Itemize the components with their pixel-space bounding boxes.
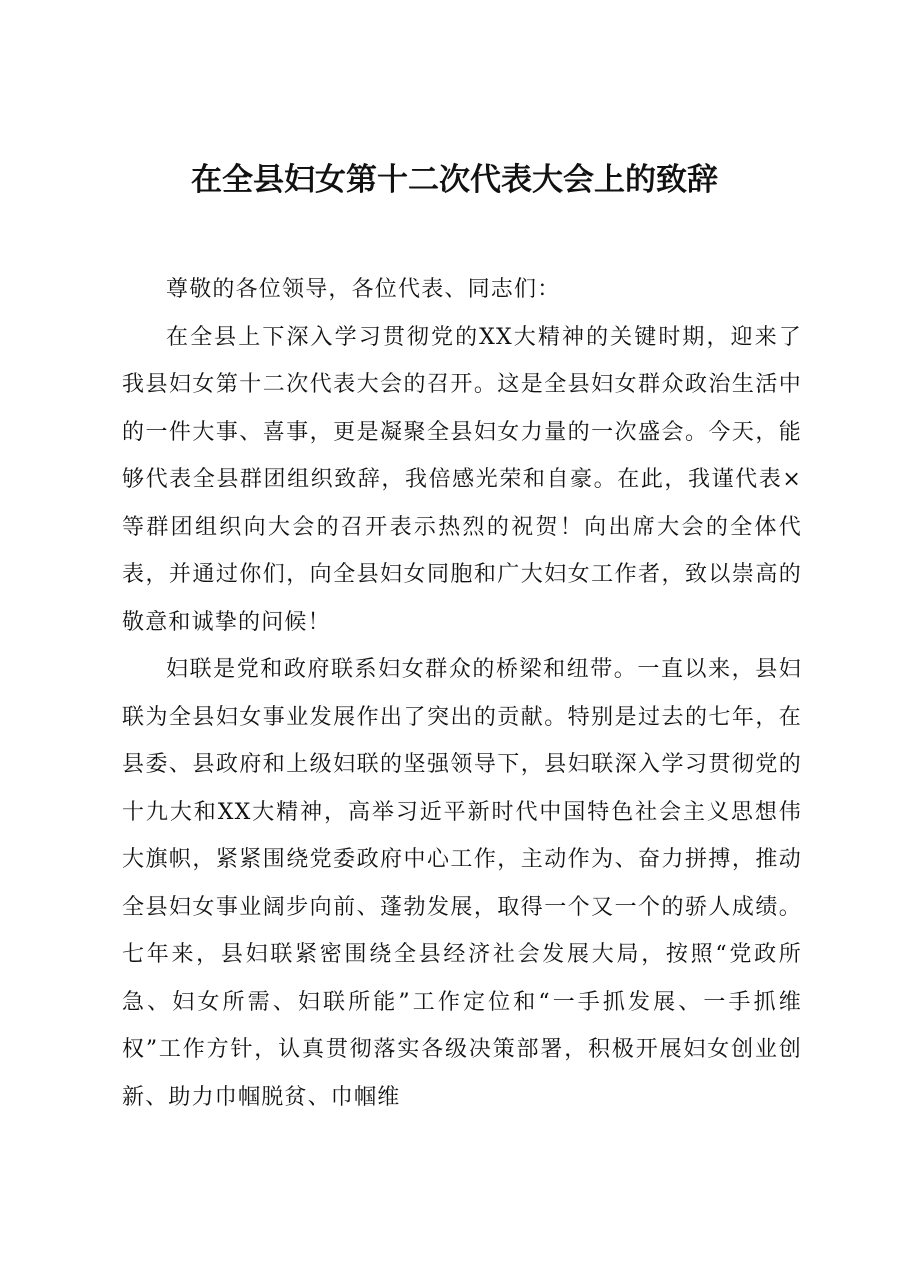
salutation-paragraph: 尊敬的各位领导，各位代表、同志们： (166, 277, 561, 302)
document-body (122, 266, 802, 1121)
document-title: 在全县妇女第十二次代表大会上的致辞 (191, 162, 718, 198)
body-paragraph-2: 妇联是党和政府联系妇女群众的桥梁和纽带。一直以来，县妇联为全县妇女事业发展作出了突出的贡献。特别是过去的七年，在县委、县政府和上级妇联的坚强领导下，县妇联深入学习贯彻党的十九大和XX大精神，高举习近平新时代中国特色社会主义思想伟大旗帜，紧紧围绕党委政府中心工作，主动作为、奋力拼搏，推动全县妇女事业阔步向前、蓬勃发展，取得一个又一个的骄人成绩。七年来，县妇联紧密围绕全县经济社会发展大局，按照“党政所急、妇女所需、妇联所能”工作定位和“一手抓发展、一手抓维权”工作方针，认真贯彻落实各级决策部署，积极开展妇女创业创新、助力巾帼脱贫、巾帼维 (122, 657, 802, 1110)
body-paragraph-1: 在全县上下深入学习贯彻党的XX大精神的关键时期，迎来了我县妇女第十二次代表大会的召开。这是全县妇女群众政治生活中的一件大事、喜事，更是凝聚全县妇女力量的一次盛会。今天，能够代表全县群团组织致辞，我倍感光荣和自豪。在此，我谨代表×等群团组织向大会的召开表示热烈的祝贺！向出席大会的全体代表，并通过你们，向全县妇女同胞和广大妇女工作者，致以崇高的敬意和诚挚的问候！ (122, 324, 802, 635)
